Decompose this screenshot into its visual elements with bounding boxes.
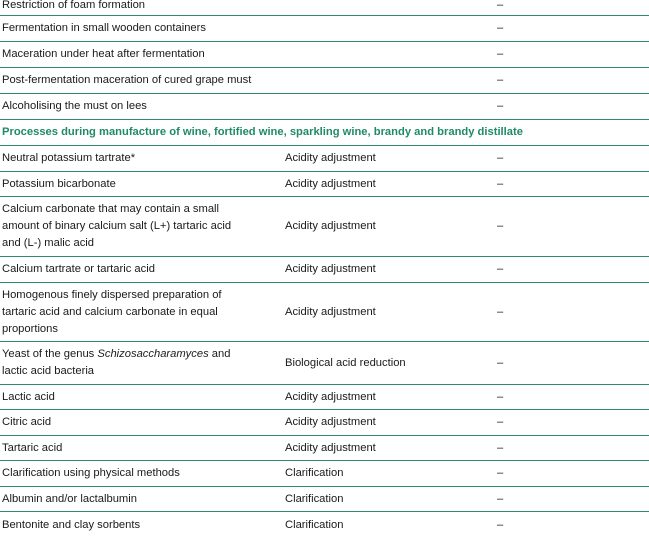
process-limit: –	[497, 356, 504, 369]
process-limit: –	[497, 152, 504, 164]
process-purpose: Clarification	[285, 518, 344, 531]
process-purpose: Acidity adjustment	[285, 152, 376, 164]
process-purpose: Clarification	[285, 492, 344, 505]
process-limit: –	[497, 220, 504, 232]
process-limit: –	[497, 100, 504, 112]
table-row	[0, 461, 649, 487]
table-row	[0, 42, 649, 68]
process-limit: –	[497, 263, 504, 275]
yeast-line-1: Yeast of the genus Schizosaccharamyces and	[2, 348, 231, 360]
process-name: Citric acid	[2, 416, 52, 428]
process-purpose: Acidity adjustment	[285, 305, 376, 318]
table-row	[0, 16, 649, 42]
process-limit: –	[497, 48, 504, 60]
process-limit: –	[497, 74, 504, 86]
process-purpose: Acidity adjustment	[285, 416, 376, 428]
section-heading-row	[0, 120, 649, 146]
process-name: Restriction of foam formation	[2, 0, 146, 11]
process-name: Tartaric acid	[2, 441, 63, 454]
process-limit: –	[497, 305, 504, 318]
process-purpose: Clarification	[285, 467, 344, 479]
process-limit: –	[497, 390, 504, 403]
process-name: Bentonite and clay sorbents	[2, 518, 141, 531]
table-row	[0, 0, 649, 16]
process-name: Maceration under heat after fermentation	[2, 48, 205, 60]
process-limit: –	[497, 0, 504, 11]
process-purpose: Acidity adjustment	[285, 441, 376, 454]
process-name: Neutral potassium tartrate*	[2, 152, 136, 164]
table-row	[0, 94, 649, 120]
section-heading: Processes during manufacture of wine, fortified wine, sparkling wine, brandy and brandy distillate	[2, 126, 523, 138]
process-name: Yeast of the genus Schizosaccharamyces and lactic acid bacteria	[0, 346, 283, 380]
table-row	[0, 257, 649, 283]
process-purpose: Acidity adjustment	[285, 390, 376, 403]
table-row	[0, 512, 649, 538]
table-row	[0, 410, 649, 436]
table-row	[0, 197, 649, 257]
process-name: Potassium bicarbonate	[2, 177, 116, 190]
process-name: Homogenous finely dispersed preparation of tartaric acid and calcium carbonate in equal proportions	[2, 288, 222, 335]
process-purpose: Acidity adjustment	[285, 177, 376, 190]
process-limit: –	[497, 441, 504, 454]
process-purpose: Acidity adjustment	[285, 263, 376, 275]
table-row	[0, 385, 649, 410]
table-row	[0, 68, 649, 94]
process-name: Calcium carbonate that may contain a small amount of binary calcium salt (L+) tartaric acid and (L-) malic acid	[2, 203, 232, 249]
table-row	[0, 172, 649, 197]
process-name: Clarification using physical methods	[2, 467, 180, 479]
process-limit: –	[497, 518, 504, 531]
process-name: Fermentation in small wooden containers	[2, 22, 206, 34]
table-row	[0, 487, 649, 512]
process-limit: –	[497, 22, 504, 34]
table-row	[0, 146, 649, 172]
process-name: Post-fermentation maceration of cured grape must	[2, 74, 252, 86]
process-limit: –	[497, 467, 504, 479]
process-name: Alcoholising the must on lees	[2, 100, 147, 112]
process-limit: –	[497, 416, 504, 428]
process-limit: –	[497, 492, 504, 505]
process-name: Calcium tartrate or tartaric acid	[2, 263, 155, 275]
process-limit: –	[497, 177, 504, 190]
table-row	[0, 283, 649, 342]
table-row	[0, 342, 649, 385]
genus-name: Schizosaccharamyces	[97, 348, 209, 360]
table-row	[0, 436, 649, 461]
process-purpose: Acidity adjustment	[285, 220, 376, 232]
process-purpose: Biological acid reduction	[285, 356, 406, 369]
process-name: Lactic acid	[2, 390, 55, 403]
process-name: Albumin and/or lactalbumin	[2, 492, 137, 505]
